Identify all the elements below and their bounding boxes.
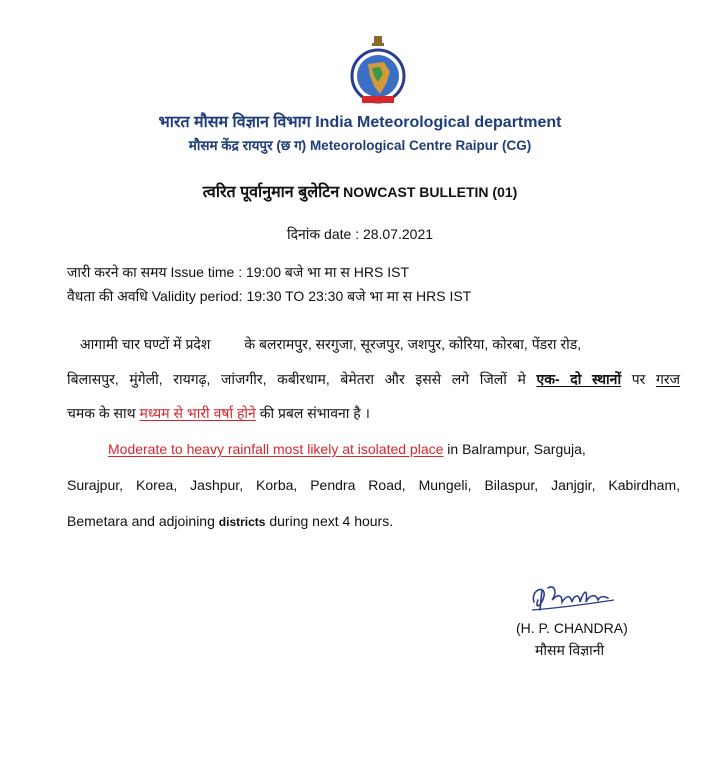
header-line-2 xyxy=(0,136,720,154)
english-line1-rest: in Balrampur, Sarguja, xyxy=(447,441,586,457)
bulletin-title-hindi: त्वरित पूर्वानुमान बुलेटिन xyxy=(202,184,340,201)
english-line2: Surajpur, Korea, Jashpur, Korba, Pendra Road, Mungeli, Bilaspur, Janjgir, Kabirdham, xyxy=(67,477,680,493)
date-label: दिनांक date : xyxy=(286,226,360,242)
signatory-designation: मौसम विज्ञानी xyxy=(535,642,605,658)
english-line3-part-a: Bemetara and adjoining xyxy=(67,513,215,529)
hindi-para-line-3 xyxy=(67,404,370,423)
hindi-line3-highlight: मध्यम से भारी वर्षा होने xyxy=(139,405,256,421)
bulletin-title-english: NOWCAST BULLETIN (01) xyxy=(343,184,518,200)
imd-emblem-logo xyxy=(350,34,406,106)
header-org-hindi: भारत मौसम विज्ञान विभाग xyxy=(158,114,311,131)
english-line3-part-c: during next 4 hours. xyxy=(269,513,394,529)
bulletin-title xyxy=(0,180,720,202)
header-centre-english: Meteorological Centre Raipur (CG) xyxy=(309,138,532,153)
hindi-line1-part-a: आगामी चार घण्टों में प्रदेश xyxy=(80,336,211,352)
bulletin-date xyxy=(0,225,720,244)
english-line3-districts: districts xyxy=(218,515,266,529)
issue-time-value: 19:00 बजे भा मा स HRS IST xyxy=(245,264,410,280)
hindi-line2-part-c: पर xyxy=(631,371,646,387)
issue-time-label: जारी करने का समय Issue time : xyxy=(67,264,243,280)
header-org-english: India Meteorological department xyxy=(315,114,562,131)
handwritten-signature xyxy=(528,580,618,616)
signatory-name: (H. P. CHANDRA) xyxy=(516,620,628,636)
english-highlight: Moderate to heavy rainfall most likely at isolated place xyxy=(108,441,444,457)
date-value: 28.07.2021 xyxy=(362,226,434,242)
hindi-line2-part-a: बिलासपुर, मुंगेली, रायगढ़, जांजगीर, कबीरधाम, बेमेतरा और इससे लगे जिलों मे xyxy=(67,371,526,387)
validity-line xyxy=(67,287,471,306)
hindi-line2-emphasis: एक- दो स्थानों xyxy=(536,371,622,387)
issue-time-line xyxy=(67,263,409,282)
english-para-line-1 xyxy=(108,441,586,457)
validity-label: वैधता की अवधि Validity period: xyxy=(67,288,243,304)
hindi-line3-part-c: की प्रबल संभावना है । xyxy=(259,405,370,421)
english-para-line-3 xyxy=(67,513,393,529)
header-line-1 xyxy=(0,110,720,132)
validity-value: 19:30 TO 23:30 बजे भा मा स HRS IST xyxy=(246,288,472,304)
header-centre-hindi: मौसम केंद्र रायपुर (छ ग) xyxy=(188,138,307,153)
english-para-line-2 xyxy=(67,477,680,493)
hindi-para-line-2 xyxy=(67,370,680,389)
hindi-para-line-1 xyxy=(80,335,581,354)
hindi-line2-thunder: गरज xyxy=(656,371,681,387)
hindi-line3-part-a: चमक के साथ xyxy=(67,405,136,421)
hindi-line1-part-b: के बलरामपुर, सरगुजा, सूरजपुर, जशपुर, कोरिया, कोरबा, पेंडरा रोड, xyxy=(244,336,582,352)
